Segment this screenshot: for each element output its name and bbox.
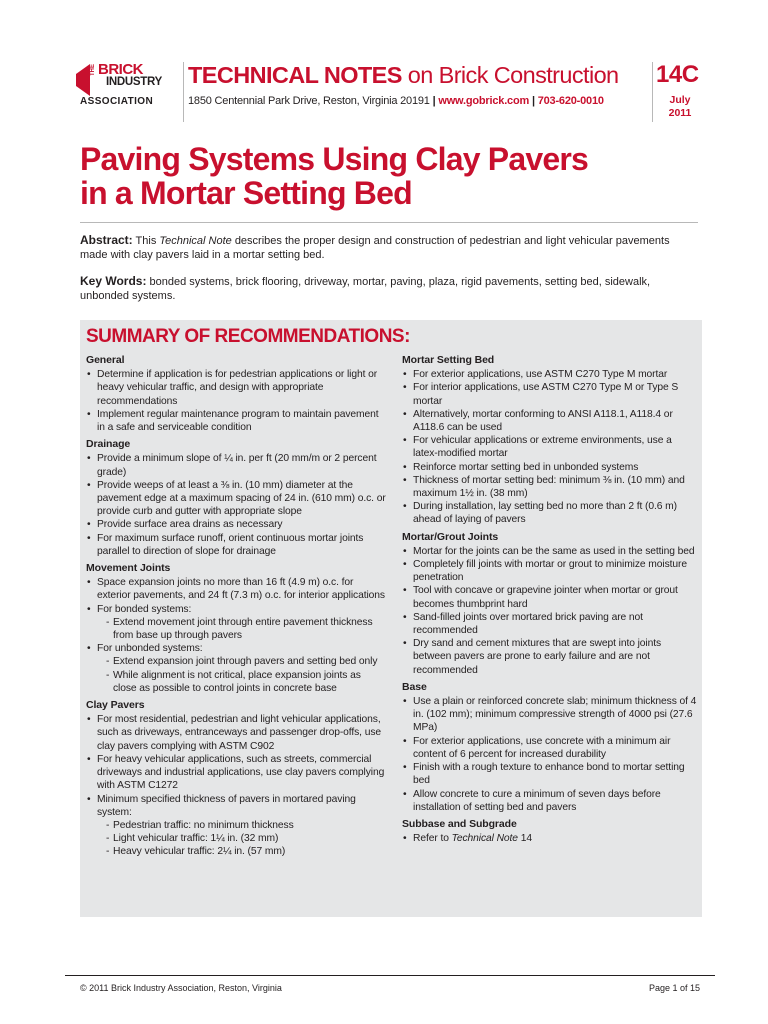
logo-industry: INDUSTRY bbox=[106, 76, 162, 88]
address: 1850 Centennial Park Drive, Reston, Virginia 20191 bbox=[188, 95, 430, 107]
keywords-label: Key Words: bbox=[80, 274, 147, 288]
list-item: • Determine if application is for pedestrian applications or light or heavy vehicular traffic, and design with appropriate recommendations bbox=[87, 369, 378, 407]
page-number: Page 1 of 15 bbox=[648, 983, 700, 993]
document-title-line2: in a Mortar Setting Bed bbox=[80, 175, 412, 211]
summary-left-column bbox=[86, 354, 386, 859]
list-item: • Completely fill joints with mortar or grout to minimize moisture penetration bbox=[403, 559, 687, 584]
title-divider bbox=[80, 222, 698, 223]
list-item: • For exterior applications, use concrete with a minimum air content of 6 percent for increased durability bbox=[403, 735, 671, 760]
header-divider bbox=[183, 62, 184, 122]
abstract-label: Abstract: bbox=[80, 233, 133, 247]
series-title-bold: TECHNICAL NOTES bbox=[188, 62, 402, 88]
section-heading-mortar-setting-bed: Mortar Setting Bed bbox=[402, 354, 495, 366]
list-item: • Tool with concave or grapevine jointer when mortar or grout becomes thumbprint hard bbox=[403, 585, 678, 610]
section-heading-clay-pavers: Clay Pavers bbox=[86, 699, 145, 712]
document-title-line1: Paving Systems Using Clay Pavers bbox=[80, 141, 588, 177]
contact-separator: | bbox=[432, 95, 436, 107]
list-item: • Provide a minimum slope of ¼ in. per ft (20 mm/m or 2 percent grade) bbox=[87, 453, 377, 478]
series-title-rest: on Brick Construction bbox=[407, 62, 619, 88]
list-item: • Finish with a rough texture to enhance bond to mortar setting bed bbox=[403, 762, 685, 787]
section-heading-movement-joints: Movement Joints bbox=[86, 562, 171, 575]
list-item: • Reinforce mortar setting bed in unbonded systems bbox=[403, 461, 639, 473]
issue-month: July bbox=[669, 94, 691, 106]
footer-divider bbox=[65, 975, 715, 976]
list-item: • Alternatively, mortar conforming to ANSI A118.1, A118.4 or A118.6 can be used bbox=[403, 408, 673, 434]
sub-list-item: - Heavy vehicular traffic: 2¼ in. (57 mm) bbox=[106, 846, 286, 858]
sub-list-item: - Extend movement joint through entire pavement thickness from base up through pavers bbox=[106, 616, 373, 642]
issue-date bbox=[660, 94, 700, 120]
list-item: • Minimum specified thickness of pavers in mortared paving system: bbox=[87, 793, 356, 818]
abstract-text: describes the proper design and construction of pedestrian and light vehicular pavements made with clay pavers laid in a mortar setting bed. bbox=[80, 235, 670, 261]
abstract bbox=[80, 233, 700, 262]
list-item: • For unbonded systems: bbox=[87, 643, 203, 655]
summary-box bbox=[80, 320, 702, 917]
series-title bbox=[188, 60, 619, 90]
list-item: • Thickness of mortar setting bed: minimum ⅜ in. (10 mm) and maximum 1½ in. (38 mm) bbox=[403, 474, 685, 500]
list-item: • Allow concrete to cure a minimum of seven days before installation of setting bed and pavers bbox=[403, 788, 661, 813]
list-item: • Use a plain or reinforced concrete slab; minimum thickness of 4 in. (102 mm); minimum compressive strength of 4000 psi (27.6 MPa) bbox=[403, 696, 697, 734]
list-item: • Dry sand and cement mixtures that are swept into joints between pavers are prone to early failure and are not recommended bbox=[403, 638, 662, 676]
contact-separator: | bbox=[531, 95, 535, 107]
abstract-text-italic: Technical Note bbox=[159, 235, 232, 247]
section-heading-mortar-grout-joints: Mortar/Grout Joints bbox=[402, 530, 499, 543]
keywords bbox=[80, 274, 700, 303]
list-item: • For exterior applications, use ASTM C270 Type M mortar bbox=[403, 369, 668, 381]
logo-association: ASSOCIATION bbox=[80, 96, 154, 107]
list-item: • During installation, lay setting bed no more than 2 ft (0.6 m) ahead of laying of pavers bbox=[403, 501, 677, 526]
document-title bbox=[80, 142, 588, 210]
list-item: • For vehicular applications or extreme environments, use a latex-modified mortar bbox=[403, 435, 672, 460]
contact-line bbox=[188, 94, 604, 108]
header-divider bbox=[652, 62, 653, 122]
list-item: • Provide surface area drains as necessary bbox=[87, 519, 283, 531]
sub-list-item: - Extend expansion joint through pavers and setting bed only bbox=[106, 656, 378, 668]
section-heading-base: Base bbox=[402, 680, 427, 693]
sub-list-item: - Pedestrian traffic: no minimum thickness bbox=[106, 819, 294, 831]
summary-heading: SUMMARY OF RECOMMENDATIONS: bbox=[86, 326, 410, 347]
sub-list-item: - While alignment is not critical, place expansion joints as close as possible to control joints in concrete base bbox=[106, 669, 361, 694]
section-heading-drainage: Drainage bbox=[86, 438, 131, 451]
list-item: • Provide weeps of at least a ⅜ in. (10 mm) diameter at the pavement edge at a maximum spacing of 24 in. (610 mm) o.c. or provide curb and gutter with appropriate slope bbox=[87, 479, 386, 518]
list-item: • For heavy vehicular applications, such as streets, commercial driveways and industrial applications, use clay pavers complying with ASTM C1272 bbox=[87, 753, 385, 792]
summary-right-column bbox=[402, 354, 698, 845]
copyright: © 2011 Brick Industry Association, Reston, Virginia bbox=[80, 983, 282, 993]
list-item: • Sand-filled joints over mortared brick paving are not recommended bbox=[403, 611, 643, 637]
bia-logo bbox=[76, 60, 180, 112]
abstract-text-pre: This bbox=[135, 235, 157, 247]
sub-list-item: - Light vehicular traffic: 1¼ in. (32 mm) bbox=[106, 833, 279, 845]
section-heading-subbase: Subbase and Subgrade bbox=[402, 817, 517, 830]
list-item: • For most residential, pedestrian and light vehicular applications, such as driveways, entranceways and passenger drop-offs, use clay pavers complying with ASTM C902 bbox=[87, 714, 381, 752]
list-item: • For maximum surface runoff, orient continuous mortar joints parallel to direction of slope for drainage bbox=[87, 532, 364, 557]
list-item: • Mortar for the joints can be the same as used in the setting bed bbox=[403, 545, 695, 557]
note-number: 14C bbox=[656, 61, 699, 88]
list-item: • Space expansion joints no more than 16 ft (4.9 m) o.c. for exterior pavements, and 24 ft (7.3 m) o.c. for interior applications bbox=[87, 577, 385, 602]
keywords-text: bonded systems, brick flooring, driveway, mortar, paving, plaza, rigid pavements, setting bed, sidewalk, unbonded systems. bbox=[80, 276, 651, 302]
website-link[interactable]: www.gobrick.com bbox=[438, 95, 530, 107]
logo-brick: BRICK bbox=[98, 61, 143, 78]
section-heading-general: General bbox=[86, 354, 125, 366]
issue-year: 2011 bbox=[668, 107, 692, 119]
list-item: • Refer to Technical Note 14 bbox=[403, 833, 532, 845]
list-item: • For bonded systems: bbox=[87, 603, 192, 615]
phone-number: 703-620-0010 bbox=[537, 95, 604, 107]
list-item: • For interior applications, use ASTM C270 Type M or Type S mortar bbox=[403, 382, 679, 407]
logo-the: THE bbox=[90, 64, 96, 76]
list-item: • Implement regular maintenance program to maintain pavement in a safe and serviceable condition bbox=[87, 408, 379, 434]
